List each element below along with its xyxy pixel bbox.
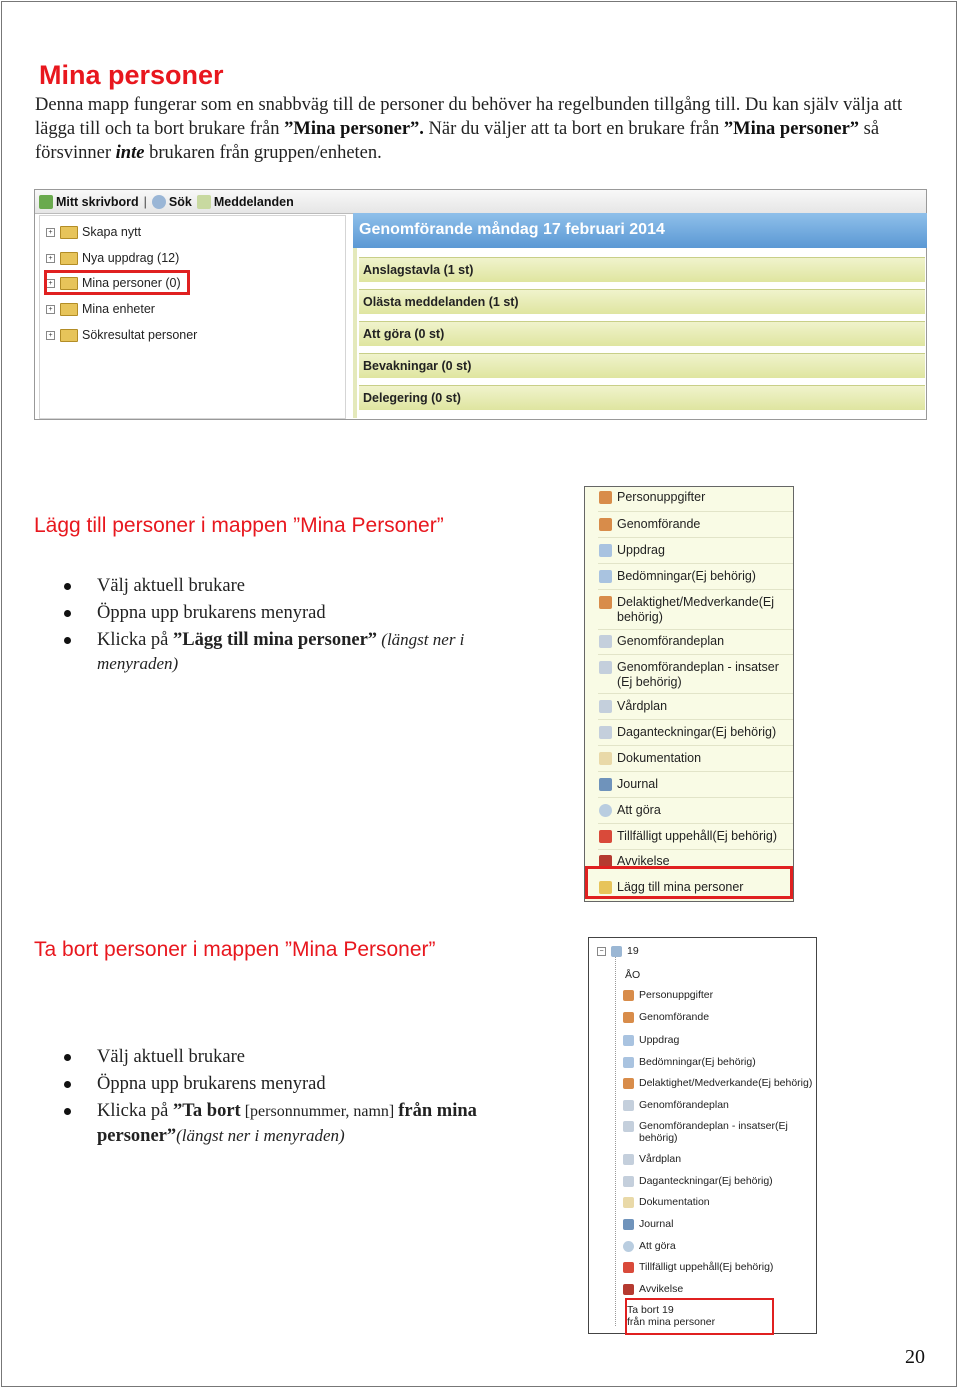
divider [598, 589, 793, 590]
tree-item-my-units[interactable] [46, 302, 155, 316]
menu-item[interactable] [599, 777, 784, 792]
step-text: Välj aktuell brukare [97, 1047, 245, 1067]
calendar-icon [623, 1262, 634, 1273]
menu-item[interactable] [623, 1056, 813, 1068]
list-item [64, 574, 517, 598]
step-text: Öppna upp brukarens menyrad [97, 603, 326, 623]
messages-link[interactable] [197, 195, 299, 209]
menu-item[interactable] [599, 543, 784, 558]
menu-label: Lägg till mina personer [617, 880, 744, 894]
step-bold: ”Lägg till mina personer” [173, 630, 378, 650]
section-delegation[interactable]: Delegering (0 st) [359, 385, 925, 410]
desktop-screenshot [34, 189, 927, 420]
expand-icon[interactable]: + [46, 279, 55, 288]
tree-label: Skapa nytt [82, 225, 142, 239]
folder-icon [60, 226, 78, 239]
menu-label: Uppdrag [617, 543, 665, 557]
bullet [64, 637, 71, 644]
pen-icon [623, 1284, 634, 1295]
bullet [64, 583, 71, 590]
folder-icon [60, 303, 78, 316]
bullet [64, 1108, 71, 1115]
step-text: Klicka på [97, 630, 174, 650]
journal-icon [623, 1219, 634, 1230]
menu-item[interactable] [623, 1077, 813, 1089]
tree-label: Nya uppdrag (12) [82, 251, 180, 265]
divider [598, 745, 793, 746]
step-small: [personnummer, namn] [240, 1103, 399, 1120]
document-icon [623, 1035, 634, 1046]
highlight-box [625, 1298, 774, 1335]
person-icon [611, 946, 622, 957]
table-icon [623, 1121, 634, 1132]
person-icon [623, 990, 634, 1001]
intro-text: brukaren från gruppen/enheten. [144, 143, 382, 163]
menu-item[interactable] [599, 569, 784, 584]
step-text: Välj aktuell brukare [97, 576, 245, 596]
section-bulletin[interactable]: Anslagstavla (1 st) [359, 257, 925, 282]
step-text: Klicka på [97, 1101, 174, 1121]
speech-icon [599, 804, 612, 817]
tree-item-new-assignments[interactable] [46, 251, 179, 265]
menu-screenshot-remove [588, 937, 817, 1334]
menu-item[interactable] [623, 1153, 813, 1165]
menu-item[interactable] [599, 490, 784, 505]
menu-label: Journal [617, 777, 658, 791]
menu-label: Genomförandeplan - insatser (Ej behörig) [617, 660, 779, 689]
menu-label: Daganteckningar(Ej behörig) [639, 1175, 773, 1187]
folder-icon [60, 329, 78, 342]
menu-item[interactable] [623, 1196, 813, 1208]
desk-label: Mitt skrivbord [56, 194, 139, 209]
menu-item[interactable] [599, 725, 784, 740]
menu-label: Dokumentation [617, 751, 702, 765]
intro-bold: ”Mina personer” [723, 119, 860, 139]
tree-item-search-results[interactable] [46, 328, 197, 342]
menu-item[interactable] [599, 595, 784, 625]
add-steps [64, 574, 517, 679]
tree-panel [39, 215, 346, 419]
menu-label: ÅO [625, 969, 641, 981]
menu-label: Tillfälligt uppehåll(Ej behörig) [639, 1261, 774, 1273]
highlight-box [585, 866, 793, 899]
menu-item[interactable] [599, 517, 784, 532]
menu-label: Uppdrag [639, 1034, 680, 1046]
menu-label: Att göra [639, 1240, 676, 1252]
menu-item[interactable] [599, 699, 784, 714]
table-icon [623, 1100, 634, 1111]
menu-item[interactable] [623, 1120, 813, 1144]
overview-header: Genomförande måndag 17 februari 2014 [353, 213, 927, 248]
list-item [64, 1099, 527, 1148]
tree-root[interactable] [597, 945, 787, 957]
table-icon [623, 1154, 634, 1165]
overview-panel [353, 213, 927, 419]
menu-label: Avvikelse [617, 854, 670, 868]
note-icon [623, 1197, 634, 1208]
folder-icon [60, 252, 78, 265]
list-item [64, 1072, 527, 1096]
menu-label: Personuppgifter [617, 490, 706, 504]
menu-label: Delaktighet/Medverkande(Ej behörig) [617, 595, 775, 624]
step-bold: ”Ta bort [173, 1101, 241, 1121]
tree-sub[interactable] [625, 969, 815, 981]
divider [598, 849, 793, 850]
menu-label: Bedömningar(Ej behörig) [617, 569, 756, 583]
desk-link[interactable] [39, 195, 144, 209]
step-bold: från mina personer” [97, 1101, 477, 1146]
search-link[interactable] [152, 195, 197, 209]
search-icon [152, 195, 166, 209]
menu-label: från mina personer [627, 1316, 716, 1328]
divider [598, 771, 793, 772]
menu-label: Avvikelse [639, 1283, 684, 1295]
menu-label: Dokumentation [639, 1196, 710, 1208]
tree-label: Mina personer (0) [82, 276, 181, 290]
person-icon [599, 518, 612, 531]
menu-item[interactable] [599, 634, 784, 649]
menu-screenshot-add [584, 486, 794, 902]
menu-label: Genomförandeplan [639, 1099, 729, 1111]
menu-item[interactable] [599, 803, 784, 818]
tree-item-create-new[interactable] [46, 225, 141, 239]
divider [598, 629, 793, 630]
menu-label: Ta bort 19 [627, 1304, 674, 1316]
menu-label: Genomförandeplan - insatser(Ej behörig) [639, 1120, 788, 1144]
menu-item[interactable] [623, 1034, 813, 1046]
intro-paragraph [35, 93, 925, 165]
step-italic: (längst ner i menyraden) [97, 630, 465, 673]
expand-icon[interactable]: + [46, 228, 55, 237]
expand-icon[interactable]: + [46, 331, 55, 340]
menu-label: Genomförandeplan [617, 634, 725, 648]
messages-icon [197, 195, 211, 209]
list-item [64, 1045, 527, 1069]
add-section-title: Lägg till personer i mappen ”Mina Personer” [34, 514, 444, 537]
documents-icon [599, 570, 612, 583]
menu-item[interactable] [623, 1240, 813, 1252]
expand-icon[interactable]: + [46, 254, 55, 263]
desk-icon [39, 195, 53, 209]
tree-label: Sökresultat personer [82, 328, 198, 342]
menu-item[interactable] [623, 1218, 813, 1230]
intro-text: När du väljer att ta bort en brukare från [423, 119, 724, 139]
divider [598, 537, 793, 538]
menu-label: 19 [627, 945, 639, 957]
list-item [64, 601, 517, 625]
divider [598, 563, 793, 564]
menu-label: Att göra [617, 803, 661, 817]
divider [598, 654, 793, 655]
menu-label: Vårdplan [617, 699, 668, 713]
persons-icon [599, 596, 612, 609]
page-title: Mina personer [39, 60, 224, 90]
menu-item[interactable] [623, 1099, 813, 1111]
divider [598, 719, 793, 720]
menu-label: Personuppgifter [639, 989, 714, 1001]
calendar-icon [599, 830, 612, 843]
journal-icon [599, 778, 612, 791]
menu-item[interactable] [623, 1011, 813, 1023]
tree-line [615, 956, 617, 1326]
speech-icon [623, 1241, 634, 1252]
menu-item[interactable] [599, 660, 784, 690]
menu-item[interactable] [599, 751, 784, 766]
search-label: Sök [168, 194, 192, 209]
menu-label: Daganteckningar(Ej behörig) [617, 725, 777, 739]
persons-icon [623, 1078, 634, 1089]
step-italic: (längst ner i menyraden) [176, 1126, 345, 1145]
section-todo[interactable]: Att göra (0 st) [359, 321, 925, 346]
menu-item[interactable] [623, 1175, 813, 1187]
remove-steps [64, 1045, 527, 1151]
menu-item[interactable] [599, 829, 784, 844]
intro-text: så försvinner [35, 119, 880, 163]
menu-item[interactable] [623, 1283, 813, 1295]
bullet [64, 1081, 71, 1088]
note-icon [599, 752, 612, 765]
list-item [64, 628, 517, 676]
menu-label: Journal [639, 1218, 674, 1230]
table-icon [599, 726, 612, 739]
table-icon [599, 635, 612, 648]
menu-label: Genomförande [617, 517, 701, 531]
table-icon [623, 1176, 634, 1187]
menu-label: Bedömningar(Ej behörig) [639, 1056, 756, 1068]
toolbar [35, 190, 926, 214]
table-icon [599, 661, 612, 674]
intro-emphasis: inte [115, 143, 145, 163]
document-icon [599, 544, 612, 557]
person-icon [623, 1012, 634, 1023]
section-watch[interactable]: Bevakningar (0 st) [359, 353, 925, 378]
bullet [64, 1054, 71, 1061]
person-icon [599, 491, 612, 504]
intro-bold: ”Mina personer”. [284, 119, 424, 139]
messages-label: Meddelanden [213, 194, 294, 209]
divider [598, 693, 793, 694]
documents-icon [623, 1057, 634, 1068]
table-icon [599, 700, 612, 713]
divider [598, 797, 793, 798]
menu-item[interactable] [623, 989, 813, 1001]
expand-icon[interactable]: + [46, 305, 55, 314]
menu-label: Tillfälligt uppehåll(Ej behörig) [617, 829, 778, 843]
bullet [64, 610, 71, 617]
section-unread[interactable]: Olästa meddelanden (1 st) [359, 289, 925, 314]
step-text: Öppna upp brukarens menyrad [97, 1074, 326, 1094]
divider [598, 511, 793, 512]
divider [598, 823, 793, 824]
toolbar-separator: | [143, 194, 147, 209]
remove-section-title: Ta bort personer i mappen ”Mina Personer” [34, 938, 436, 961]
menu-label: Genomförande [639, 1011, 710, 1023]
intro-text: Denna mapp fungerar som en snabbväg till de personer du behöver ha regelbunden tillgång till. Du kan själv välja att lägga till och ta bort brukare från [35, 95, 903, 139]
menu-item[interactable] [623, 1261, 813, 1273]
collapse-icon[interactable]: − [597, 947, 606, 956]
menu-label: Vårdplan [639, 1153, 682, 1165]
panel-strip [353, 248, 357, 418]
menu-label: Delaktighet/Medverkande(Ej behörig) [639, 1077, 813, 1089]
highlight-box [44, 270, 190, 295]
tree-label: Mina enheter [82, 302, 155, 316]
page-number: 20 [905, 1346, 925, 1368]
